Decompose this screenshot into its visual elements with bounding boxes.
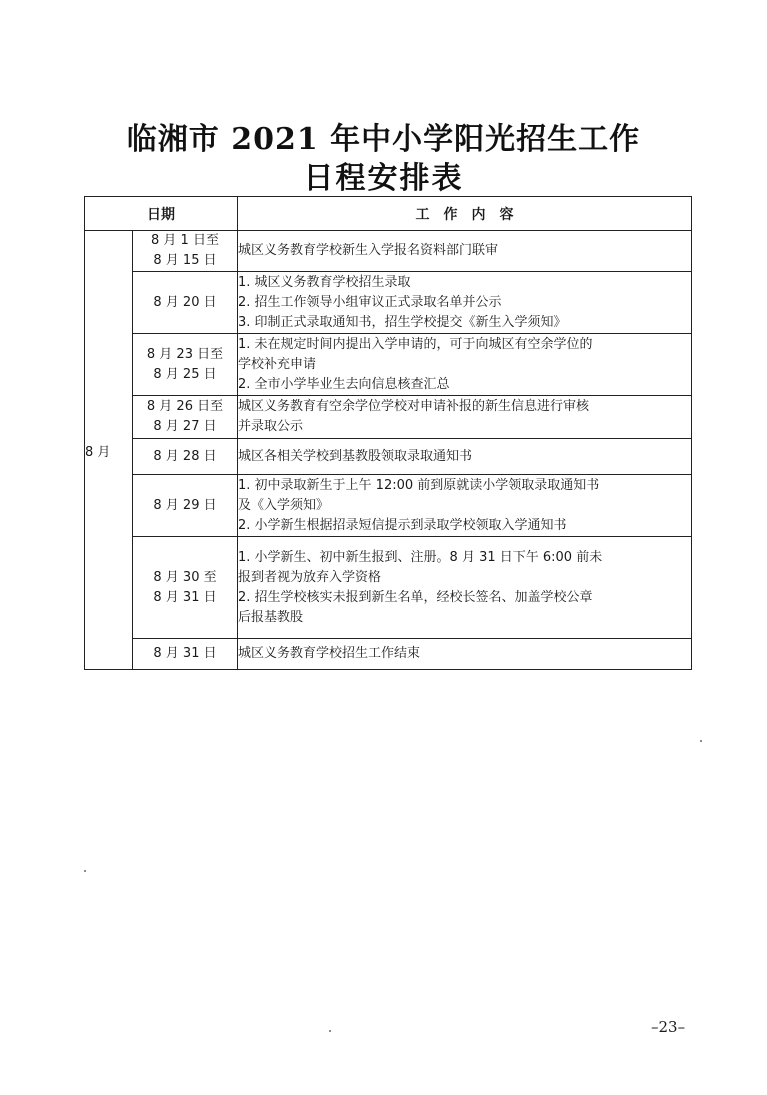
content-line: 1. 初中录取新生于上午 12:00 前到原就读小学领取录取通知书 bbox=[238, 477, 600, 493]
date-line: 8 月 29 日 bbox=[153, 497, 217, 513]
content-line: 1. 城区义务教育学校招生录取 bbox=[238, 274, 411, 290]
content-line: 后报基教股 bbox=[238, 609, 304, 625]
content-cell bbox=[238, 396, 692, 439]
content-line: 城区义务教育有空余学位学校对申请补报的新生信息进行审核 bbox=[238, 399, 590, 414]
date-line: 8 月 20 日 bbox=[153, 294, 217, 310]
content-cell bbox=[238, 334, 692, 396]
date-line: 8 月 31 日 bbox=[153, 589, 217, 605]
content-line: 报到者视为放弃入学资格 bbox=[238, 569, 382, 585]
content-cell bbox=[238, 272, 692, 334]
content-line: 2. 招生学校核实未报到新生名单，经校长签名、加盖学校公章 bbox=[238, 589, 593, 605]
table-row bbox=[85, 334, 692, 396]
date-line: 8 月 23 日至 bbox=[146, 346, 224, 362]
content-line: 并录取公示 bbox=[238, 419, 304, 434]
document-title-line1: 临湘市 2021 年中小学阳光招生工作 bbox=[126, 122, 641, 157]
date-cell bbox=[133, 639, 238, 670]
scan-speck bbox=[329, 1030, 331, 1032]
date-cell bbox=[133, 439, 238, 475]
month-cell: 8 月 bbox=[85, 231, 133, 670]
date-cell bbox=[133, 537, 238, 639]
content-line: 城区义务教育学校新生入学报名资料部门联审 bbox=[238, 243, 499, 258]
content-cell bbox=[238, 439, 692, 475]
content-line: 3. 印制正式录取通知书，招生学校提交《新生入学须知》 bbox=[238, 314, 567, 330]
content-line: 城区义务教育学校招生工作结束 bbox=[238, 646, 421, 661]
table-row bbox=[85, 639, 692, 670]
table-header-row bbox=[85, 197, 692, 231]
date-cell bbox=[133, 396, 238, 439]
content-line: 1. 未在规定时间内提出入学申请的，可于向城区有空余学位的 bbox=[238, 336, 593, 352]
schedule-table bbox=[84, 196, 692, 670]
content-line: 学校补充申请 bbox=[238, 356, 317, 372]
content-line: 2. 全市小学毕业生去向信息核查汇总 bbox=[238, 376, 450, 392]
content-cell bbox=[238, 537, 692, 639]
date-cell bbox=[133, 231, 238, 272]
document-title-line2: 日程安排表 bbox=[303, 161, 464, 196]
content-line: 2. 招生工作领导小组审议正式录取名单并公示 bbox=[238, 294, 502, 310]
content-cell bbox=[238, 639, 692, 670]
content-line: 2. 小学新生根据招录短信提示到录取学校领取入学通知书 bbox=[238, 517, 567, 533]
scan-speck bbox=[84, 870, 86, 872]
date-line: 8 月 30 至 bbox=[153, 569, 217, 585]
scan-speck bbox=[700, 740, 702, 742]
content-line: 1. 小学新生、初中新生报到、注册。8 月 31 日下午 6:00 前未 bbox=[238, 549, 603, 565]
date-line: 8 月 28 日 bbox=[153, 448, 217, 464]
table-row bbox=[85, 231, 692, 272]
table-row bbox=[85, 272, 692, 334]
table-row bbox=[85, 537, 692, 639]
table-row bbox=[85, 439, 692, 475]
date-line: 8 月 26 日至 bbox=[146, 399, 224, 414]
date-line: 8 月 25 日 bbox=[153, 366, 217, 382]
content-cell bbox=[238, 475, 692, 537]
date-line: 8 月 15 日 bbox=[153, 253, 217, 268]
table-row bbox=[85, 396, 692, 439]
date-cell bbox=[133, 272, 238, 334]
content-line: 城区各相关学校到基教股领取录取通知书 bbox=[238, 448, 473, 464]
date-line: 8 月 27 日 bbox=[153, 419, 217, 434]
content-cell bbox=[238, 231, 692, 272]
date-cell bbox=[133, 475, 238, 537]
page-number: –23– bbox=[651, 1018, 686, 1036]
content-line: 及《入学须知》 bbox=[238, 497, 330, 513]
date-line: 8 月 31 日 bbox=[153, 646, 217, 661]
date-line: 8 月 1 日至 bbox=[151, 233, 219, 248]
date-cell bbox=[133, 334, 238, 396]
header-content: 工 作 内 容 bbox=[238, 197, 692, 231]
table-row bbox=[85, 475, 692, 537]
header-date: 日期 bbox=[85, 197, 238, 231]
